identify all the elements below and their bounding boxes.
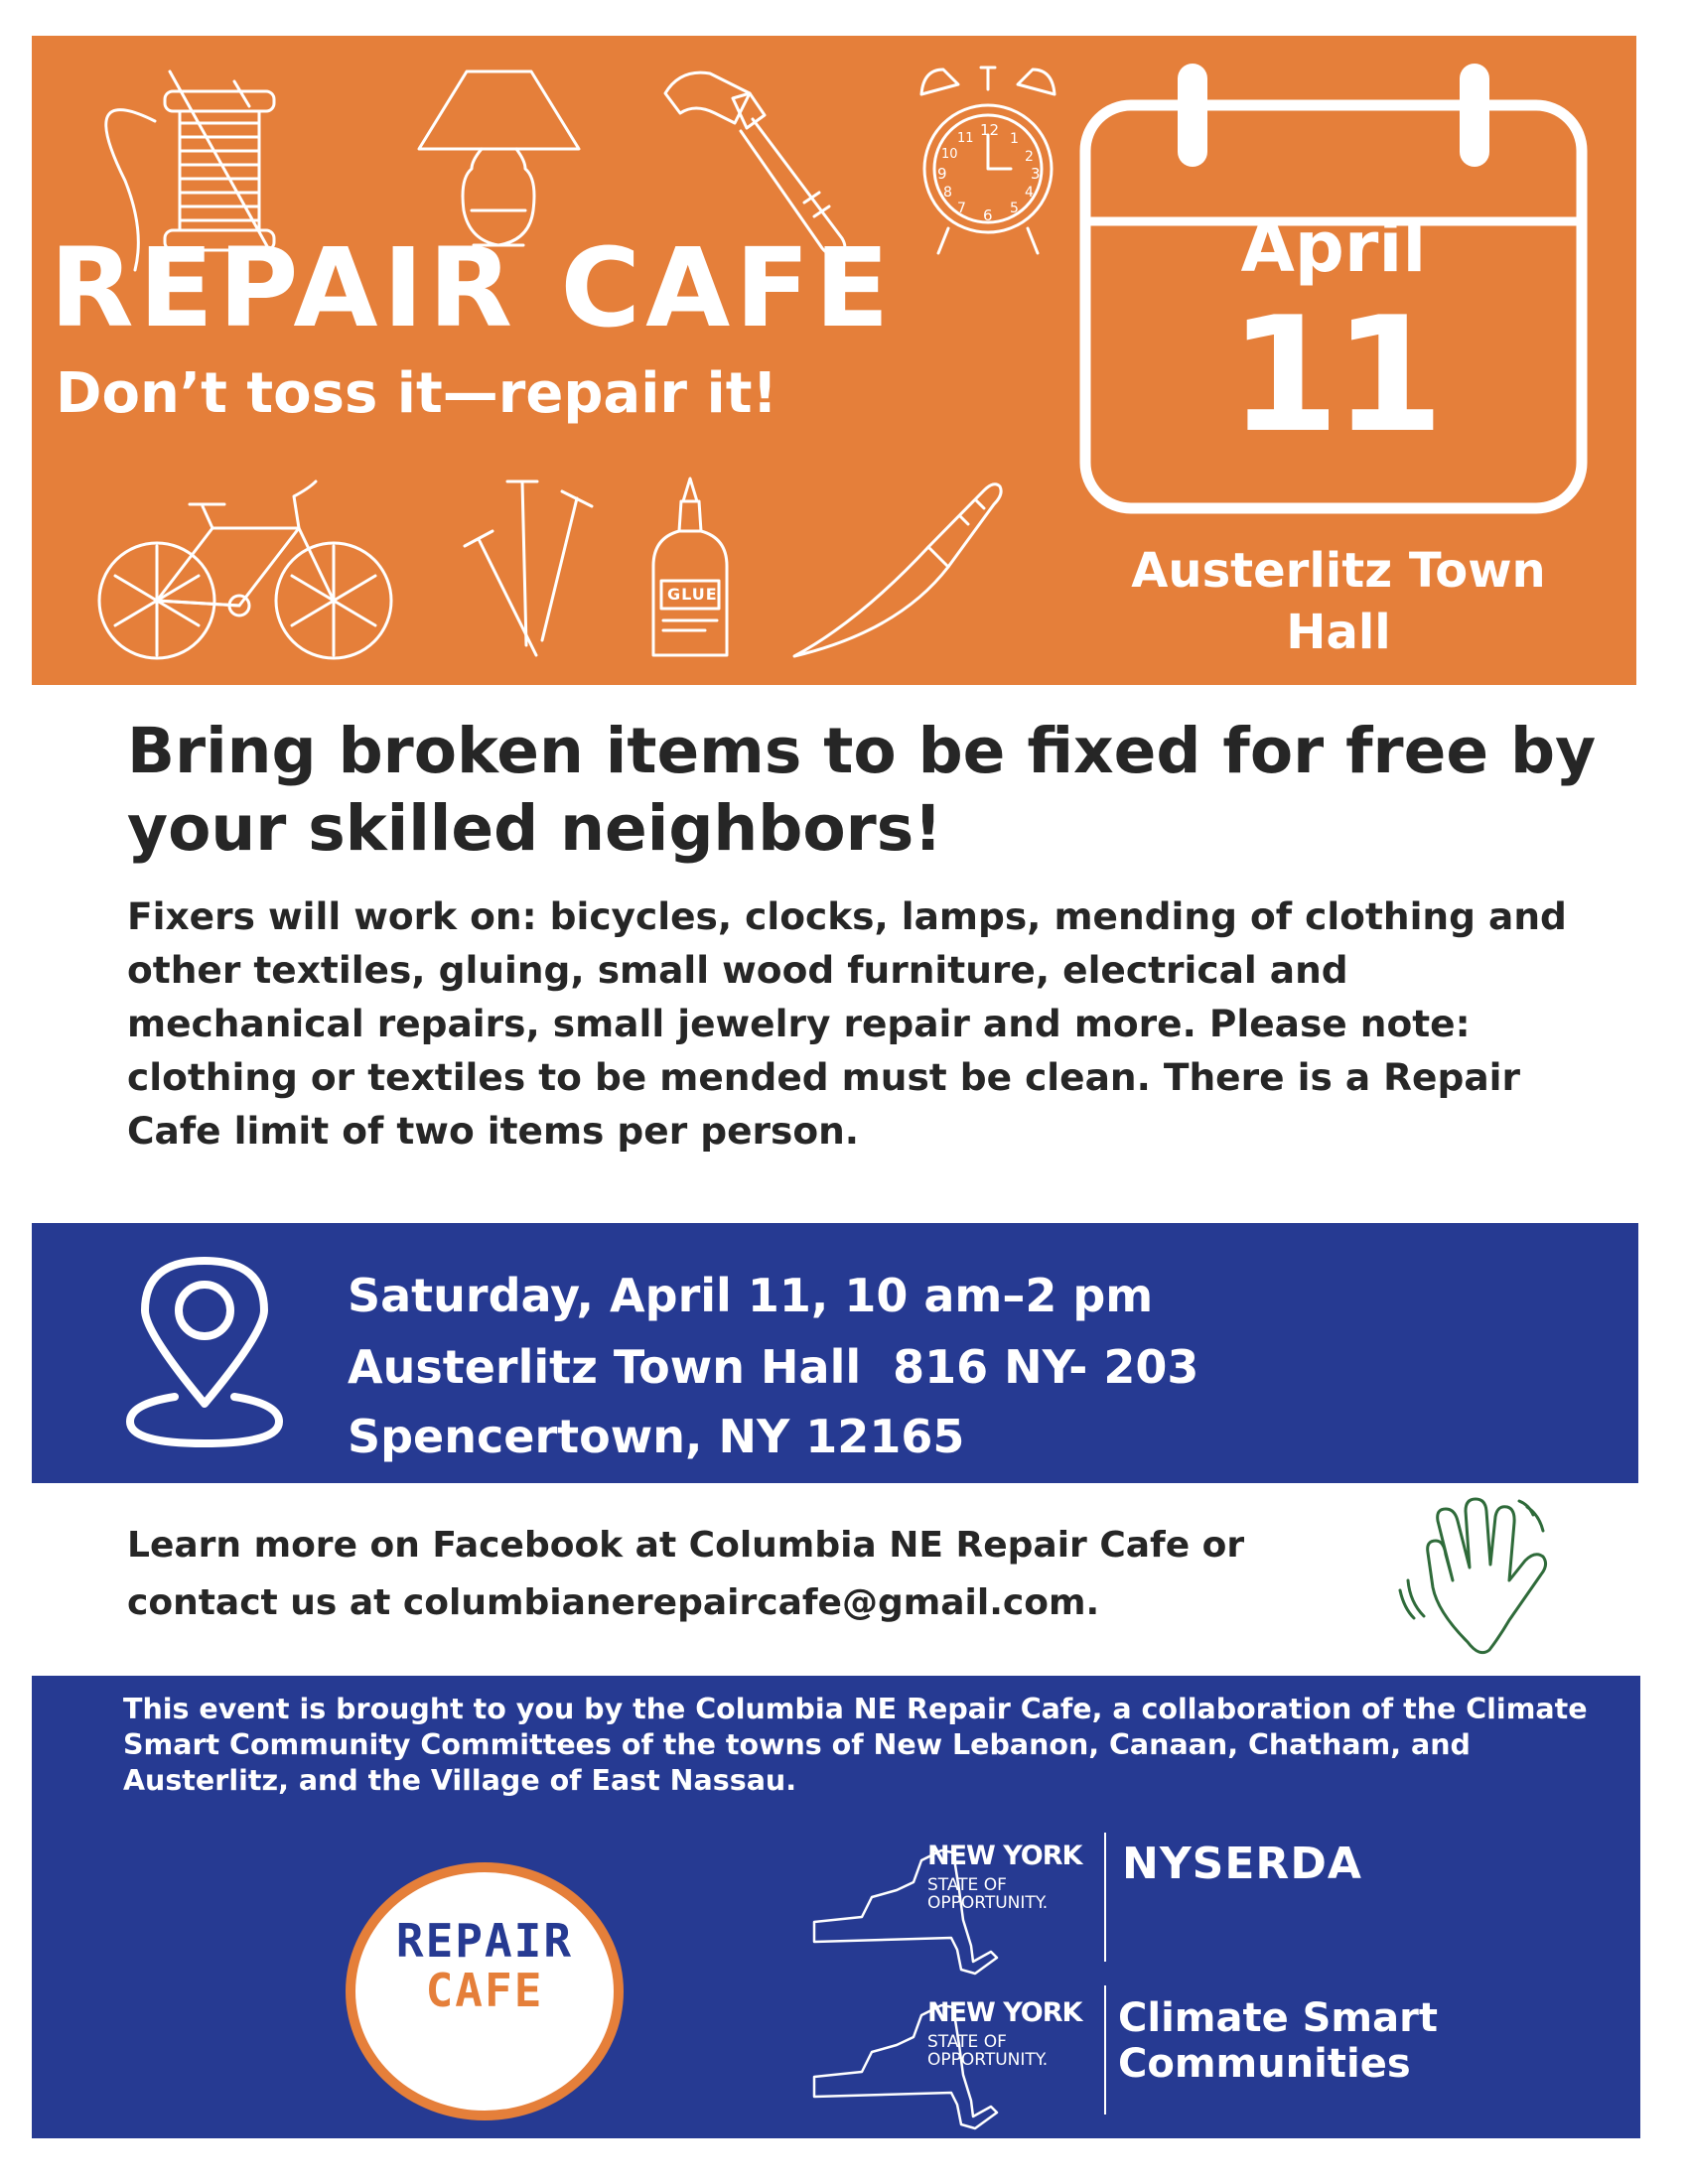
- logo-divider: [1104, 1833, 1106, 1962]
- event-address-line2: Spencertown, NY 12165: [348, 1410, 965, 1463]
- glue-label: GLUE: [667, 585, 718, 604]
- nys-subtitle: OPPORTUNITY.: [927, 2050, 1049, 2070]
- waving-hand-icon: [1398, 1493, 1572, 1657]
- csc-line2: Communities: [1118, 2041, 1411, 2087]
- clock-numeral: 9: [937, 165, 947, 183]
- nys-subtitle: OPPORTUNITY.: [927, 1893, 1049, 1913]
- calendar-month: April: [1240, 206, 1427, 288]
- clock-numeral: 2: [1025, 149, 1034, 165]
- logo-line-repair: REPAIR: [395, 1914, 574, 1968]
- bicycle-icon: [95, 477, 398, 665]
- nys-subtitle: STATE OF: [927, 1875, 1007, 1895]
- clock-numeral: 6: [983, 206, 993, 224]
- headline: Bring broken items to be fixed for free by your skilled neighbors!: [127, 715, 1597, 865]
- clock-numeral: 12: [980, 121, 1000, 139]
- climate-smart-communities-logo-text: [1118, 1995, 1438, 2087]
- event-address-line1: Austerlitz Town Hall 816 NY- 203: [348, 1340, 1199, 1394]
- clock-numeral: 4: [1025, 185, 1034, 201]
- event-title: REPAIR CAFE: [50, 224, 895, 351]
- clock-numeral: 5: [1010, 201, 1019, 216]
- clock-numeral: 10: [941, 147, 958, 162]
- clock-numeral: 8: [943, 185, 952, 201]
- nys-title: NEW YORK: [927, 1841, 1082, 1871]
- glue-bottle-icon: [645, 477, 735, 660]
- alarm-clock-icon: [914, 60, 1062, 258]
- clock-numeral: 11: [957, 131, 974, 146]
- logo-divider: [1104, 1985, 1106, 2115]
- logo-line-cafe: CAFE: [425, 1964, 544, 2017]
- repair-cafe-logo-text: [346, 1916, 624, 2015]
- event-datetime: Saturday, April 11, 10 am–2 pm: [348, 1269, 1154, 1322]
- chef-knife-icon: [789, 473, 1003, 661]
- fixers-description: Fixers will work on: bicycles, clocks, lamps, mending of clothing and other textiles, gluing, small wood furniture, electrical and mechanical repairs, small jewelry repair and more. Please note: clothing or textiles to be mended must be clean. There is a Repair Cafe limit of two items per person.: [127, 894, 1567, 1153]
- clock-numeral: 7: [957, 201, 966, 216]
- clock-numeral: 1: [1010, 131, 1019, 147]
- nys-title: NEW YORK: [927, 1997, 1082, 2028]
- sponsors-text: This event is brought to you by the Columbia NE Repair Cafe, a collaboration of the Climate Smart Community Committees of the towns of New Lebanon, Canaan, Chatham, and Austerlitz, and the Village of East Nassau.: [123, 1693, 1588, 1797]
- tagline: Don’t toss it—repair it!: [56, 361, 778, 426]
- venue-name: Austerlitz Town Hall: [1131, 543, 1546, 660]
- contact-info: Learn more on Facebook at Columbia NE Repair Cafe or contact us at columbianerepaircafe@gmail.com.: [127, 1525, 1245, 1623]
- clock-numeral: 3: [1031, 165, 1041, 183]
- nys-subtitle: STATE OF: [927, 2032, 1007, 2052]
- calendar-day: 11: [1228, 282, 1439, 468]
- csc-line1: Climate Smart: [1118, 1995, 1438, 2041]
- location-pin-icon: [125, 1253, 284, 1451]
- nails-icon: [463, 477, 602, 660]
- nyserda-logo-text: NYSERDA: [1122, 1839, 1362, 1889]
